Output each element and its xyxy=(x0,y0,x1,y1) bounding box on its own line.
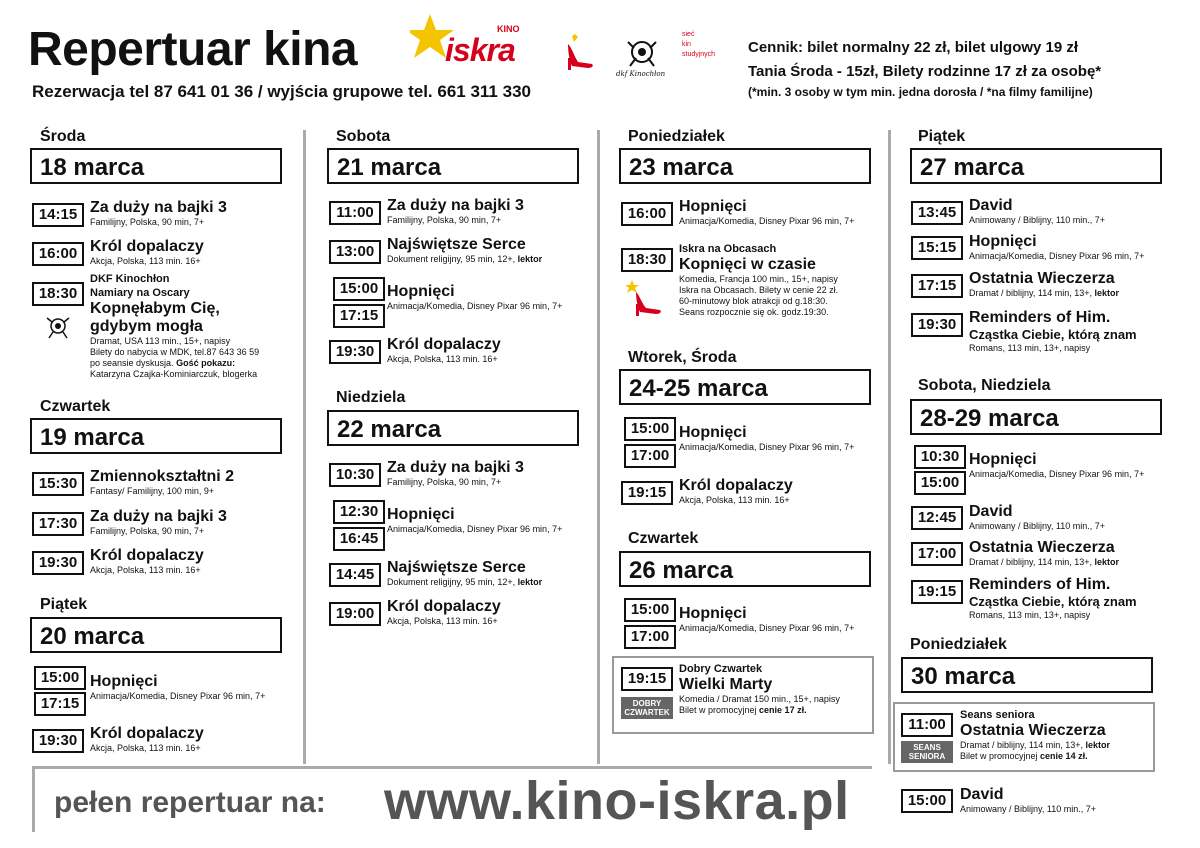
movie-desc: Animacja/Komedia, Disney Pixar 96 min, 7+ xyxy=(679,216,855,226)
movie-title: Zmiennokształtni 2 xyxy=(90,468,235,485)
movie-entry xyxy=(90,508,227,537)
movie-desc: Akcja, Polska, 113 min. 16+ xyxy=(387,616,498,626)
showtime: 19:30 xyxy=(911,313,963,337)
movie-desc: Katarzyna Czajka-Kominiarczuk, blogerka xyxy=(90,369,258,379)
date-box: 19 marca xyxy=(30,418,282,454)
showtime: 15:00 xyxy=(901,789,953,813)
showtime: 10:30 xyxy=(914,445,966,469)
movie-title: Za duży na bajki 3 xyxy=(90,199,227,216)
movie-entry xyxy=(969,197,1105,226)
movie-desc: Romans, 113 min, 13+, napisy xyxy=(969,610,1091,620)
showtime: 19:30 xyxy=(32,551,84,575)
promo-price: cenie 14 zł. xyxy=(1040,751,1088,761)
logo-iskra-text: iskra xyxy=(445,32,515,68)
movie-title: David xyxy=(969,197,1013,214)
showtime: 18:30 xyxy=(32,282,84,306)
dobry-czwartek-badge xyxy=(621,697,673,719)
movie-desc: Animacja/Komedia, Disney Pixar 96 min, 7+ xyxy=(387,301,563,311)
showtime: 15:00 xyxy=(624,598,676,622)
promo-price: cenie 17 zł. xyxy=(759,705,807,715)
showtime: 15:00 xyxy=(914,471,966,495)
day-label: Poniedziałek xyxy=(910,636,1007,653)
date-box: 24-25 marca xyxy=(619,369,871,405)
showtime: 15:15 xyxy=(911,236,963,260)
day-label: Piątek xyxy=(40,596,88,613)
movie-desc xyxy=(960,740,1110,751)
movie-desc: Animacja/Komedia, Disney Pixar 96 min, 7+ xyxy=(387,524,563,534)
showtime: 19:30 xyxy=(329,340,381,364)
movie-title: Reminders of Him. xyxy=(969,576,1111,593)
showtime: 16:00 xyxy=(621,202,673,226)
siec-line: studyjnych xyxy=(682,51,716,58)
showtime: 15:00 xyxy=(624,417,676,441)
movie-entry xyxy=(387,598,501,627)
movie-desc: Familijny, Polska, 90 min, 7+ xyxy=(387,477,502,487)
movie-title: Ostatnia Wieczerza xyxy=(960,722,1106,739)
showtime: 17:00 xyxy=(911,542,963,566)
day-label: Środa xyxy=(40,128,86,145)
date-box: 22 marca xyxy=(327,410,579,446)
movie-series: DKF Kinochłon xyxy=(90,273,170,285)
showtime: 14:45 xyxy=(329,563,381,587)
movie-title: Ostatnia Wieczerza xyxy=(969,270,1115,287)
movie-entry xyxy=(969,270,1119,299)
movie-desc: Animowany / Biblijny, 110 min., 7+ xyxy=(969,521,1105,531)
movie-title: Król dopalaczy xyxy=(387,336,501,353)
showtime: 17:15 xyxy=(333,304,385,328)
movie-desc: Akcja, Polska, 113 min. 16+ xyxy=(90,565,201,575)
price-note: (*min. 3 osoby w tym min. jedna dorosła / *na filmy familijne) xyxy=(748,85,1093,99)
showtime: 13:00 xyxy=(329,240,381,264)
date-box: 20 marca xyxy=(30,617,282,653)
price-line-1: Cennik: bilet normalny 22 zł, bilet ulgowy 19 zł xyxy=(748,39,1079,56)
movie-title: Król dopalaczy xyxy=(90,238,204,255)
movie-entry xyxy=(960,708,1110,762)
movie-desc xyxy=(387,254,542,265)
date-box: 23 marca xyxy=(619,148,871,184)
movie-desc: Familijny, Polska, 90 min, 7+ xyxy=(387,215,502,225)
showtime: 15:00 xyxy=(333,277,385,301)
showtime: 17:15 xyxy=(34,692,86,716)
column-divider xyxy=(597,130,600,764)
showtime: 11:00 xyxy=(901,713,953,737)
movie-desc xyxy=(969,288,1119,299)
movie-desc-text: Bilet w promocyjnej xyxy=(679,705,757,715)
date-box: 27 marca xyxy=(910,148,1162,184)
movie-title: Hopnięci xyxy=(969,233,1037,250)
movie-title: Kopnięci w czasie xyxy=(679,256,816,273)
dkf-logo-text: dkf Kinochłon xyxy=(616,70,666,78)
movie-desc: Iskra na Obcasach. Bilety w cenie 22 zł. xyxy=(679,285,839,295)
logo-kino-text: KINO xyxy=(497,24,520,34)
movie-entry xyxy=(960,786,1096,815)
movie-desc xyxy=(387,577,542,588)
date-box: 21 marca xyxy=(327,148,579,184)
movie-entry xyxy=(90,547,204,576)
movie-entry xyxy=(387,506,562,535)
movie-desc-text: Dramat / biblijny, 114 min, 13+, xyxy=(969,557,1092,567)
movie-title: Hopnięci xyxy=(679,198,747,215)
day-label: Sobota xyxy=(336,128,391,145)
guest-label: Gość pokazu: xyxy=(176,358,236,368)
movie-desc: Seans rozpocznie się ok. godz.19:30. xyxy=(679,307,829,317)
movie-title: Hopnięci xyxy=(387,506,455,523)
movie-desc: Komedia / Dramat 150 min., 15+, napisy xyxy=(679,694,840,704)
movie-title: Król dopalaczy xyxy=(679,477,793,494)
showtime: 19:00 xyxy=(329,602,381,626)
showtime: 17:15 xyxy=(911,274,963,298)
movie-title: Hopnięci xyxy=(90,673,158,690)
movie-desc: Bilety do nabycia w MDK, tel.87 643 36 59 xyxy=(90,347,260,357)
siec-kin-studyjnych-logo xyxy=(682,30,715,60)
movie-desc: Fantasy/ Familijny, 100 min, 9+ xyxy=(90,486,215,496)
movie-title: Za duży na bajki 3 xyxy=(90,508,227,525)
showtime: 19:15 xyxy=(621,667,673,691)
movie-title: David xyxy=(960,786,1004,803)
lektor-label: lektor xyxy=(1094,288,1120,298)
movie-desc-text: po seansie dyskusja. xyxy=(90,358,174,368)
day-label: Czwartek xyxy=(40,398,111,415)
movie-entry xyxy=(969,233,1144,262)
column-divider xyxy=(303,130,306,764)
siec-line: kin xyxy=(682,41,691,48)
movie-entry xyxy=(679,662,840,716)
movie-entry xyxy=(679,198,854,227)
movie-desc: Animowany / Biblijny, 110 min., 7+ xyxy=(960,804,1096,814)
movie-title: Za duży na bajki 3 xyxy=(387,197,524,214)
movie-desc: Akcja, Polska, 113 min. 16+ xyxy=(679,495,790,505)
movie-entry xyxy=(969,451,1144,480)
movie-entry xyxy=(969,309,1137,354)
movie-desc: Komedia, Francja 100 min., 15+, napisy xyxy=(679,274,838,284)
badge-line: SENIORA xyxy=(908,752,946,761)
movie-entry xyxy=(387,197,524,226)
showtime: 17:30 xyxy=(32,512,84,536)
showtime: 16:45 xyxy=(333,527,385,551)
movie-desc: Animacja/Komedia, Disney Pixar 96 min, 7+ xyxy=(90,691,266,701)
movie-desc xyxy=(960,751,1110,762)
movie-desc: Romans, 113 min, 13+, napisy xyxy=(969,343,1091,353)
movie-entry xyxy=(679,242,838,318)
movie-title: Hopnięci xyxy=(969,451,1037,468)
movie-subtitle: Cząstka Ciebie, którą znam xyxy=(969,594,1137,609)
website-link[interactable]: www.kino-iskra.pl xyxy=(384,771,850,831)
movie-desc: Familijny, Polska, 90 min, 7+ xyxy=(90,217,205,227)
date-box: 30 marca xyxy=(901,657,1153,693)
footer-label: pełen repertuar na: xyxy=(54,786,326,819)
movie-title: Wielki Marty xyxy=(679,676,773,693)
movie-desc-text: Dramat / biblijny, 114 min, 13+, xyxy=(960,740,1083,750)
showtime: 11:00 xyxy=(329,201,381,225)
movie-desc: Animacja/Komedia, Disney Pixar 96 min, 7+ xyxy=(969,469,1145,479)
day-label: Wtorek, Środa xyxy=(628,349,737,366)
movie-entry xyxy=(90,468,234,497)
reservation-phones: Rezerwacja tel 87 641 01 36 / wyjścia grupowe tel. 661 311 330 xyxy=(32,82,531,101)
movie-entry xyxy=(90,199,227,228)
movie-entry xyxy=(90,272,259,380)
showtime: 19:15 xyxy=(621,481,673,505)
movie-entry xyxy=(969,503,1105,532)
dkf-kinochlon-icon xyxy=(42,312,74,344)
movie-desc: Akcja, Polska, 113 min. 16+ xyxy=(90,256,201,266)
lektor-label: lektor xyxy=(517,254,543,264)
movie-desc: Familijny, Polska, 90 min, 7+ xyxy=(90,526,205,536)
showtime: 12:45 xyxy=(911,506,963,530)
movie-desc: 60-minutowy blok atrakcji od g.18:30. xyxy=(679,296,828,306)
movie-title: Ostatnia Wieczerza xyxy=(969,539,1115,556)
showtime: 19:30 xyxy=(32,729,84,753)
date-box: 18 marca xyxy=(30,148,282,184)
lektor-label: lektor xyxy=(1094,557,1120,567)
page-title: Repertuar kina xyxy=(28,23,358,76)
movie-entry xyxy=(387,283,562,312)
movie-desc: Animacja/Komedia, Disney Pixar 96 min, 7+ xyxy=(679,623,855,633)
movie-title: Hopnięci xyxy=(387,283,455,300)
day-label: Poniedziałek xyxy=(628,128,725,145)
movie-title: Hopnięci xyxy=(679,424,747,441)
showtime: 15:00 xyxy=(34,666,86,690)
movie-desc-text: Dramat / biblijny, 114 min, 13+, xyxy=(969,288,1092,298)
movie-title: gdybym mogła xyxy=(90,318,203,335)
movie-entry xyxy=(387,559,542,588)
movie-desc: Dramat, USA 113 min., 15+, napisy xyxy=(90,336,231,346)
date-box: 26 marca xyxy=(619,551,871,587)
seans-seniora-badge xyxy=(901,741,953,763)
day-label: Sobota, Niedziela xyxy=(918,377,1051,394)
iskra-na-obcasach-icon xyxy=(626,280,664,316)
movie-title: Za duży na bajki 3 xyxy=(387,459,524,476)
high-heel-icon xyxy=(562,34,596,70)
showtime: 17:00 xyxy=(624,625,676,649)
movie-desc: Animacja/Komedia, Disney Pixar 96 min, 7+ xyxy=(679,442,855,452)
movie-subtitle: Cząstka Ciebie, którą znam xyxy=(969,327,1137,342)
movie-desc: Animowany / Biblijny, 110 min., 7+ xyxy=(969,215,1105,225)
lektor-label: lektor xyxy=(517,577,543,587)
showtime: 12:30 xyxy=(333,500,385,524)
siec-line: sieć xyxy=(682,31,695,38)
movie-entry xyxy=(679,424,854,453)
movie-desc: Akcja, Polska, 113 min. 16+ xyxy=(387,354,498,364)
movie-title: Król dopalaczy xyxy=(90,547,204,564)
movie-entry xyxy=(969,539,1119,568)
movie-entry xyxy=(679,477,793,506)
price-line-2: Tania Środa - 15zł, Bilety rodzinne 17 zł za osobę* xyxy=(748,63,1102,80)
movie-desc-text: Dokument religijny, 95 min, 12+, xyxy=(387,577,516,587)
movie-desc: Animacja/Komedia, Disney Pixar 96 min, 7+ xyxy=(969,251,1145,261)
showtime: 17:00 xyxy=(624,444,676,468)
movie-entry xyxy=(387,236,542,265)
movie-entry xyxy=(679,605,854,634)
movie-desc xyxy=(969,557,1119,568)
column-divider xyxy=(888,130,891,764)
showtime: 14:15 xyxy=(32,203,84,227)
movie-entry xyxy=(969,576,1137,621)
movie-entry xyxy=(90,238,204,267)
day-label: Czwartek xyxy=(628,530,699,547)
movie-series: Iskra na Obcasach xyxy=(679,243,777,255)
movie-desc-text: Dokument religijny, 95 min, 12+, xyxy=(387,254,516,264)
movie-desc: Akcja, Polska, 113 min. 16+ xyxy=(90,743,201,753)
movie-title: Hopnięci xyxy=(679,605,747,622)
badge-line: CZWARTEK xyxy=(624,708,670,717)
movie-entry xyxy=(387,336,501,365)
showtime: 10:30 xyxy=(329,463,381,487)
day-label: Piątek xyxy=(918,128,966,145)
movie-desc xyxy=(679,705,840,716)
movie-title: Reminders of Him. xyxy=(969,309,1111,326)
showtime: 15:30 xyxy=(32,472,84,496)
price-list xyxy=(748,36,1101,100)
badge-line: DOBRY xyxy=(632,699,662,708)
movie-title: Najświętsze Serce xyxy=(387,559,526,576)
badge-line: SEANS xyxy=(913,743,941,752)
movie-title: Król dopalaczy xyxy=(387,598,501,615)
movie-entry xyxy=(387,459,524,488)
showtime: 13:45 xyxy=(911,201,963,225)
movie-desc xyxy=(90,358,259,369)
movie-entry xyxy=(90,673,265,702)
movie-series: Namiary na Oscary xyxy=(90,287,190,299)
movie-title: Król dopalaczy xyxy=(90,725,204,742)
movie-desc-text: Bilet w promocyjnej xyxy=(960,751,1038,761)
showtime: 19:15 xyxy=(911,580,963,604)
lektor-label: lektor xyxy=(1085,740,1111,750)
showtime: 18:30 xyxy=(621,248,673,272)
movie-series: Dobry Czwartek xyxy=(679,663,763,675)
movie-entry xyxy=(90,725,204,754)
movie-title: David xyxy=(969,503,1013,520)
movie-title: Najświętsze Serce xyxy=(387,236,526,253)
movie-title: Kopnęłabym Cię, xyxy=(90,300,220,317)
date-box: 28-29 marca xyxy=(910,399,1162,435)
day-label: Niedziela xyxy=(336,389,406,406)
movie-series: Seans seniora xyxy=(960,709,1035,721)
showtime: 16:00 xyxy=(32,242,84,266)
